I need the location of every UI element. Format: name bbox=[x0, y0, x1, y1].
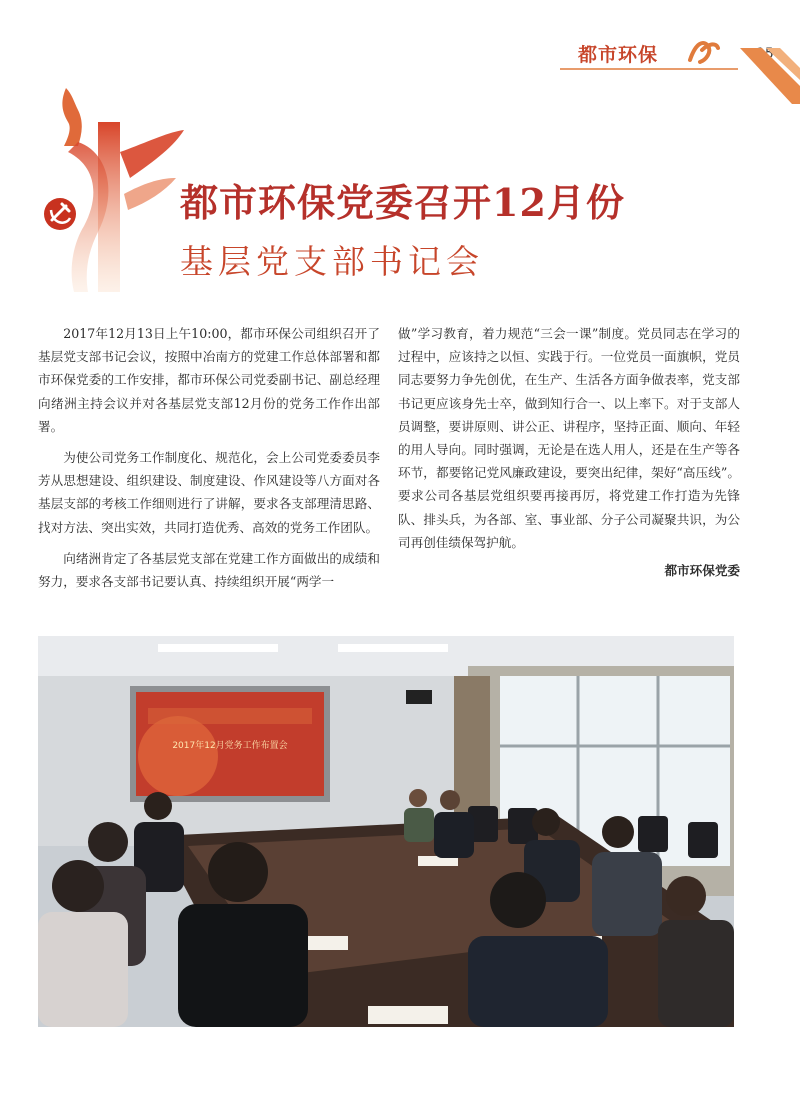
brand-name: 都市环保 bbox=[578, 44, 659, 66]
byline: 都市环保党委 bbox=[664, 563, 740, 578]
paragraph: 2017年12月13日上午10:00，都市环保公司组织召开了基层党支部书记会议，按照中冶南方的党建工作总体部署和都市环保党委的工作安排，都市环保公司党委副书记、副总经理向绪洲主持会议并对各基层党支部12月份的党务工作作出部署。 bbox=[38, 326, 380, 434]
body-column-left bbox=[38, 322, 380, 601]
body-column-right bbox=[398, 322, 740, 562]
paragraph: 做”学习教育，着力规范“三会一课”制度。党员同志在学习的过程中，应该持之以恒、实践于行。一位党员一面旗帜，党员同志要努力争先创优，在生产、生活各方面争做表率，党支部书记更应该身先士卒，做到知行合一、以上率下。对于支部人员调整，要讲原则、讲公正、讲程序，坚持正面、顺向、年轻的用人导向。同时强调，无论是在选人用人，还是在生产等各环节，都要铭记党风廉政建设，要突出纪律，架好“高压线”。要求公司各基层党组织要再接再厉，将党建工作打造为先锋队、排头兵，为各部、室、事业部、分子公司凝聚共识，为公司再创佳绩保驾护航。 bbox=[398, 326, 740, 550]
article-title: 都市环保党委召开12月份 bbox=[180, 180, 625, 225]
screen-title: 2017年12月党务工作布置会 bbox=[172, 741, 288, 751]
brand-logo-icon bbox=[686, 36, 722, 66]
paragraph: 向绪洲肯定了各基层党支部在党建工作方面做出的成绩和努力，要求各支部书记要认真、持续组织开展“两学一 bbox=[38, 550, 380, 590]
party-emblem-icon bbox=[38, 82, 188, 292]
meeting-photo bbox=[38, 636, 734, 1027]
corner-stripe-decoration bbox=[722, 48, 800, 104]
paragraph: 为使公司党务工作制度化、规范化，会上公司党委委员李芳从思想建设、组织建设、制度建设、作风建设等八方面对各基层支部的考核工作细则进行了讲解，要求各支部理清思路、找对方法、突出实效，共同打造优秀、高效的党务工作团队。 bbox=[38, 450, 380, 535]
article-subtitle: 基层党支部书记会 bbox=[180, 242, 484, 281]
